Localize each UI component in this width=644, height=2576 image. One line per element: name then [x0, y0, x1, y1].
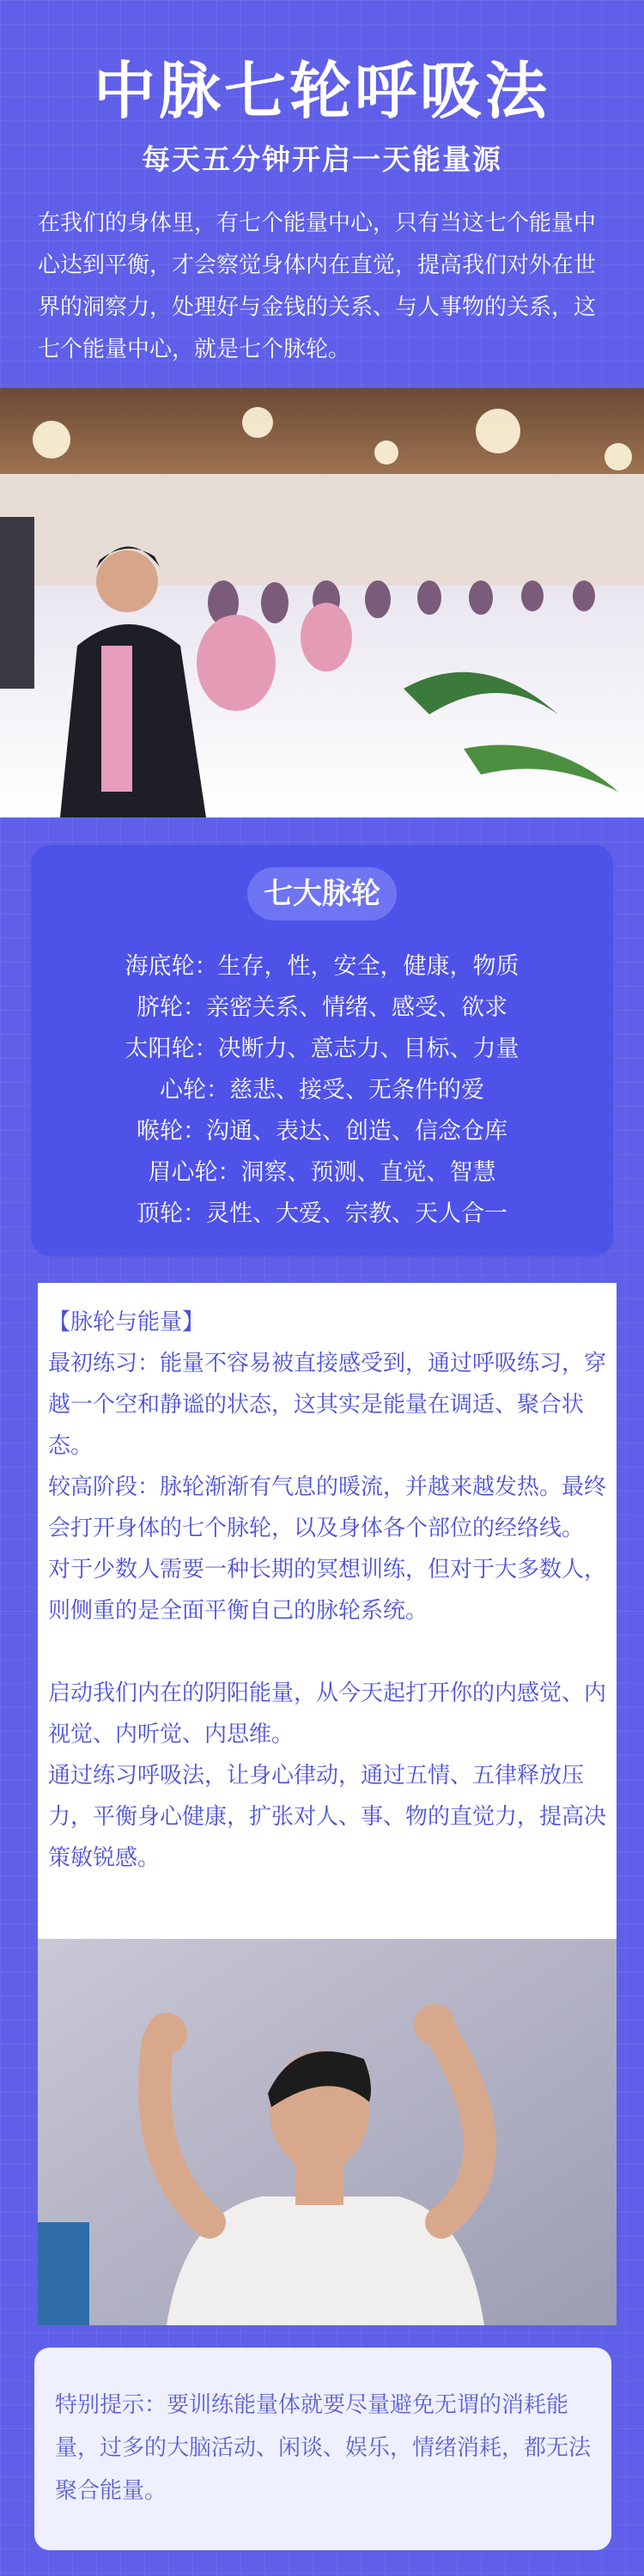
- page-title: 中脉七轮呼吸法: [93, 55, 550, 127]
- meditation-group-photo: [0, 388, 644, 817]
- energy-paragraph: 对于少数人需要一种长期的冥想训练，但对于大多数人，则侧重的是全面平衡自己的脉轮系统。: [48, 1557, 607, 1624]
- breathing-practice-photo: [38, 1939, 617, 2325]
- page-subtitle: 每天五分钟开启一天能量源: [142, 143, 502, 176]
- energy-paragraph: 通过练习呼吸法，让身心律动，通过五情、五律释放压力，平衡身心健康，扩张对人、事、物的直觉力，提高决策敏锐感。: [48, 1763, 607, 1871]
- chakra-heart: 心轮：慈悲、接受、无条件的爱: [160, 1077, 484, 1103]
- seven-chakras-card: [31, 845, 613, 1255]
- chakra-solar-plexus: 太阳轮：决断力、意志力、目标、力量: [125, 1036, 519, 1062]
- energy-paragraph: 启动我们内在的阴阳能量，从今天起打开你的内感觉、内视觉、内听觉、内思维。: [48, 1680, 607, 1747]
- special-tip-text: 特别提示：要训练能量体就要尽量避免无谓的消耗能量，过多的大脑活动、闲谈、娱乐，情绪消耗，都无法聚合能量。: [55, 2392, 592, 2504]
- chakra-crown: 顶轮：灵性、大爱、宗教、天人合一: [137, 1200, 507, 1227]
- chakra-sacral: 脐轮：亲密关系、情绪、感受、欲求: [137, 994, 507, 1021]
- intro-paragraph: 在我们的身体里，有七个能量中心，只有当这七个能量中心达到平衡，才会察觉身体内在直觉，提高我们对外在世界的洞察力，处理好与金钱的关系、与人事物的关系，这七个能量中心，就是七个脉轮。: [38, 210, 597, 362]
- meditation-hall-image: [0, 388, 644, 817]
- chakra-root: 海底轮：生存，性，安全，健康，物质: [125, 953, 519, 980]
- energy-paragraph: 最初练习：能量不容易被直接感受到，通过呼吸练习，穿越一个空和静谧的状态，这其实是能量在调适、聚合状态。: [48, 1351, 607, 1459]
- energy-text: [48, 1302, 608, 1879]
- man-raising-arms-image: [38, 1939, 617, 2325]
- chakra-energy-card: [38, 1283, 617, 1939]
- header: [0, 0, 644, 386]
- paragraph-spacer: [48, 1631, 608, 1673]
- chakra-throat: 喉轮：沟通、表达、创造、信念仓库: [137, 1118, 507, 1145]
- energy-paragraph: 较高阶段：脉轮渐渐有气息的暖流，并越来越发热。最终会打开身体的七个脉轮，以及身体各个部位的经络线。: [48, 1474, 607, 1541]
- energy-heading: 【脉轮与能量】: [48, 1309, 205, 1335]
- special-tip-card: [34, 2348, 611, 2550]
- chakra-list: [31, 946, 613, 1235]
- chakra-third-eye: 眉心轮：洞察、预测、直觉、智慧: [148, 1159, 496, 1186]
- chakras-heading: 七大脉轮: [247, 867, 397, 920]
